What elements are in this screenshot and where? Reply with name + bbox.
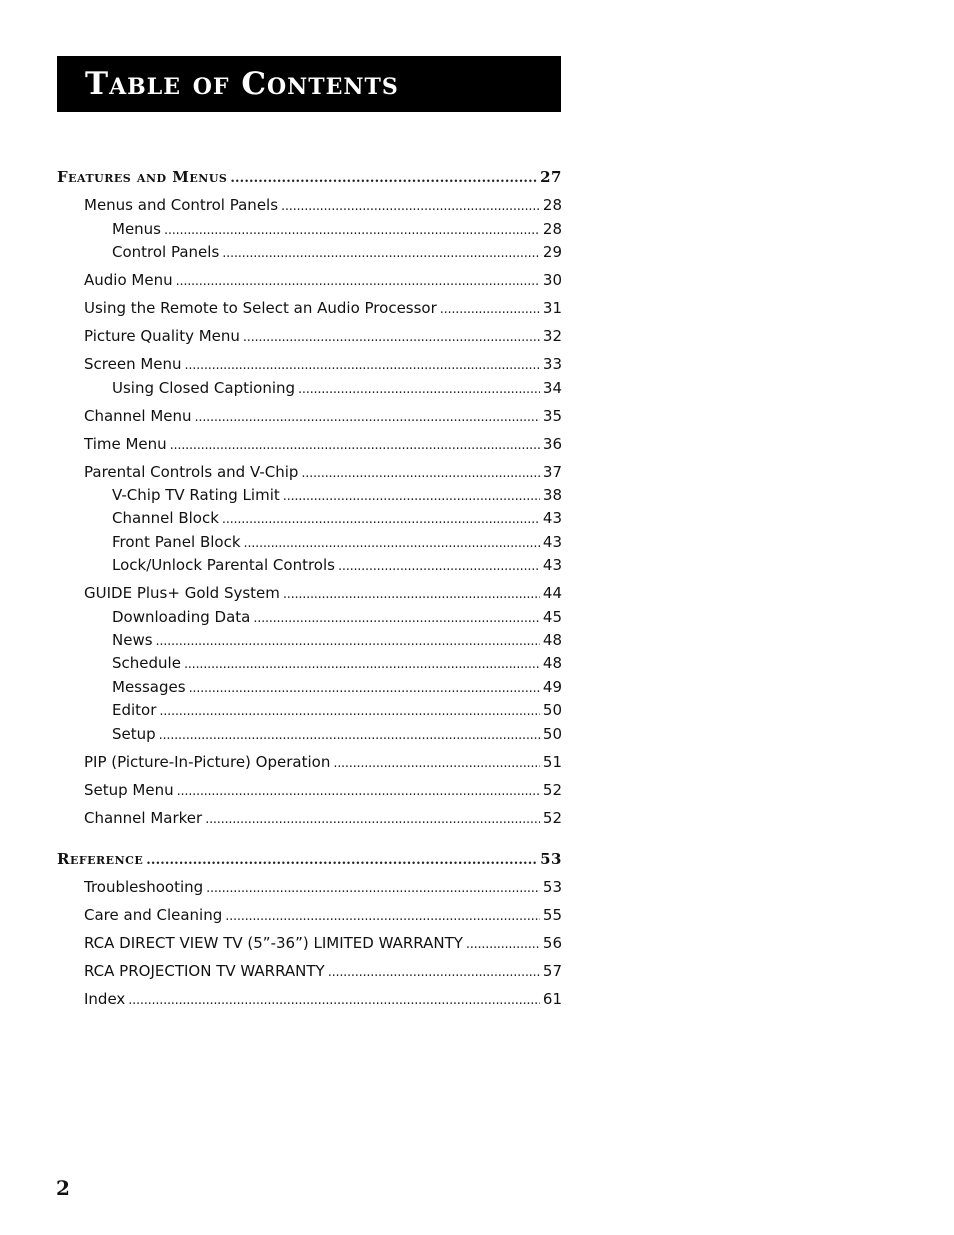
dot-leader xyxy=(205,808,540,830)
toc-entry-label: Time Menu xyxy=(84,435,167,453)
toc-entry-page: 33 xyxy=(542,355,562,373)
toc-entry[interactable] xyxy=(84,298,562,318)
toc-entry-page: 44 xyxy=(542,584,562,602)
toc-entry[interactable] xyxy=(112,485,562,505)
toc-entry-label: PIP (Picture-In-Picture) Operation xyxy=(84,753,331,771)
toc-entry-page: 50 xyxy=(542,725,562,743)
toc-entry[interactable] xyxy=(84,406,562,426)
dot-leader xyxy=(156,630,540,652)
toc-entry-page: 30 xyxy=(542,271,562,289)
toc-entry-label: Front Panel Block xyxy=(112,533,241,551)
dot-leader xyxy=(298,378,540,400)
toc-entry-page: 50 xyxy=(542,701,562,719)
toc-entry-label: Editor xyxy=(112,701,157,719)
toc-entry-label: Parental Controls and V-Chip xyxy=(84,463,299,481)
dot-leader xyxy=(206,877,540,899)
toc-entry[interactable] xyxy=(112,677,562,697)
toc-entry[interactable] xyxy=(84,808,562,828)
toc-entry[interactable] xyxy=(112,700,562,720)
toc-entry-page: 43 xyxy=(542,533,562,551)
toc-entry[interactable] xyxy=(84,752,562,772)
toc-entry-page: 38 xyxy=(542,486,562,504)
toc-entry-page: 35 xyxy=(542,407,562,425)
dot-leader xyxy=(301,462,540,484)
toc-entry-label: Channel Menu xyxy=(84,407,192,425)
toc-entry[interactable] xyxy=(84,905,562,925)
toc-entry[interactable] xyxy=(84,780,562,800)
dot-leader xyxy=(146,849,537,871)
dot-leader xyxy=(230,167,537,189)
toc-section-entry[interactable] xyxy=(57,167,562,187)
dot-leader xyxy=(184,653,540,675)
toc-entry-label: RCA PROJECTION TV WARRANTY xyxy=(84,962,325,980)
dot-leader xyxy=(253,607,540,629)
toc-entry[interactable] xyxy=(84,462,562,482)
toc-entry-label: Index xyxy=(84,990,126,1008)
toc-entry-page: 56 xyxy=(542,934,562,952)
toc-entry-label: Control Panels xyxy=(112,243,220,261)
dot-leader xyxy=(159,700,540,722)
toc-entry-label: Lock/Unlock Parental Controls xyxy=(112,556,335,574)
dot-leader xyxy=(281,195,540,217)
dot-leader xyxy=(243,326,540,348)
toc-entry-label: Screen Menu xyxy=(84,355,182,373)
toc-entry-page: 57 xyxy=(542,962,562,980)
toc-entry-page: 48 xyxy=(542,631,562,649)
toc-entry-page: 43 xyxy=(542,556,562,574)
dot-leader xyxy=(185,354,540,376)
dot-leader xyxy=(283,583,540,605)
toc-entry[interactable] xyxy=(112,653,562,673)
toc-entry-label: Audio Menu xyxy=(84,271,173,289)
toc-entry-page: 29 xyxy=(542,243,562,261)
toc-entry[interactable] xyxy=(112,532,562,552)
dot-leader xyxy=(177,780,540,802)
toc-entry-page: 49 xyxy=(542,678,562,696)
toc-entry-page: 34 xyxy=(542,379,562,397)
toc-entry-page: 51 xyxy=(542,753,562,771)
toc-entry-label: Using Closed Captioning xyxy=(112,379,296,397)
toc-entry[interactable] xyxy=(84,270,562,290)
toc-entry-label: Downloading Data xyxy=(112,608,251,626)
dot-leader xyxy=(466,933,540,955)
dot-leader xyxy=(159,724,540,746)
toc-entry-page: 52 xyxy=(542,781,562,799)
toc-entry-page: 37 xyxy=(542,463,562,481)
dot-leader xyxy=(128,989,540,1011)
toc-entry[interactable] xyxy=(84,195,562,215)
toc-entry[interactable] xyxy=(84,989,562,1009)
dot-leader xyxy=(222,508,540,530)
toc-entry[interactable] xyxy=(112,555,562,575)
toc-entry-page: 45 xyxy=(542,608,562,626)
toc-entry[interactable] xyxy=(84,326,562,346)
toc-entry[interactable] xyxy=(84,354,562,374)
toc-entry-page: 53 xyxy=(542,878,562,896)
dot-leader xyxy=(244,532,540,554)
toc-entry[interactable] xyxy=(112,508,562,528)
dot-leader xyxy=(195,406,540,428)
toc-section-entry[interactable] xyxy=(57,849,562,869)
toc-entry-label: Reference xyxy=(57,850,144,868)
toc-entry-label: Schedule xyxy=(112,654,181,672)
toc-entry-page: 27 xyxy=(540,168,562,186)
toc-entry-label: Setup Menu xyxy=(84,781,174,799)
dot-leader xyxy=(176,270,540,292)
toc-entry-label: RCA DIRECT VIEW TV (5”-36”) LIMITED WARRANTY xyxy=(84,934,463,952)
dot-leader xyxy=(225,905,540,927)
toc-entry-page: 28 xyxy=(542,220,562,238)
toc-entry[interactable] xyxy=(112,607,562,627)
title-banner xyxy=(57,56,561,112)
toc-entry-page: 32 xyxy=(542,327,562,345)
toc-entry-page: 53 xyxy=(540,850,562,868)
toc-entry[interactable] xyxy=(84,877,562,897)
dot-leader xyxy=(440,298,540,320)
toc-entry-page: 48 xyxy=(542,654,562,672)
toc-entry[interactable] xyxy=(112,724,562,744)
toc-entry-page: 36 xyxy=(542,435,562,453)
dot-leader xyxy=(222,242,540,264)
toc-entry[interactable] xyxy=(112,219,562,239)
toc-entry-page: 31 xyxy=(542,299,562,317)
toc-entry[interactable] xyxy=(84,933,562,953)
toc-entry-label: GUIDE Plus+ Gold System xyxy=(84,584,280,602)
toc-entry-label: Channel Block xyxy=(112,509,219,527)
toc-entry[interactable] xyxy=(84,583,562,603)
page-number: 2 xyxy=(56,1176,70,1200)
toc-entry-label: Menus xyxy=(112,220,161,238)
dot-leader xyxy=(164,219,540,241)
toc-entry-label: News xyxy=(112,631,153,649)
toc-entry-label: V-Chip TV Rating Limit xyxy=(112,486,280,504)
toc-entry-label: Features and Menus xyxy=(57,168,228,186)
toc-entry[interactable] xyxy=(112,242,562,262)
toc-entry-page: 28 xyxy=(542,196,562,214)
toc-entry-page: 55 xyxy=(542,906,562,924)
toc-entry-page: 52 xyxy=(542,809,562,827)
dot-leader xyxy=(283,485,540,507)
dot-leader xyxy=(333,752,540,774)
toc-entry-label: Picture Quality Menu xyxy=(84,327,240,345)
page-title: Table of Contents xyxy=(85,66,399,102)
toc-entry[interactable] xyxy=(84,434,562,454)
dot-leader xyxy=(189,677,540,699)
toc-entry[interactable] xyxy=(84,961,562,981)
toc-entry[interactable] xyxy=(112,630,562,650)
dot-leader xyxy=(170,434,540,456)
toc-entry-label: Messages xyxy=(112,678,186,696)
toc-entry[interactable] xyxy=(112,378,562,398)
dot-leader xyxy=(328,961,540,983)
toc-entry-label: Using the Remote to Select an Audio Processor xyxy=(84,299,437,317)
toc-entry-label: Channel Marker xyxy=(84,809,203,827)
toc-entry-label: Menus and Control Panels xyxy=(84,196,279,214)
toc-entry-label: Care and Cleaning xyxy=(84,906,223,924)
toc-entry-page: 43 xyxy=(542,509,562,527)
toc-entry-page: 61 xyxy=(542,990,562,1008)
dot-leader xyxy=(338,555,540,577)
toc-entry-label: Setup xyxy=(112,725,156,743)
toc-entry-label: Troubleshooting xyxy=(84,878,204,896)
